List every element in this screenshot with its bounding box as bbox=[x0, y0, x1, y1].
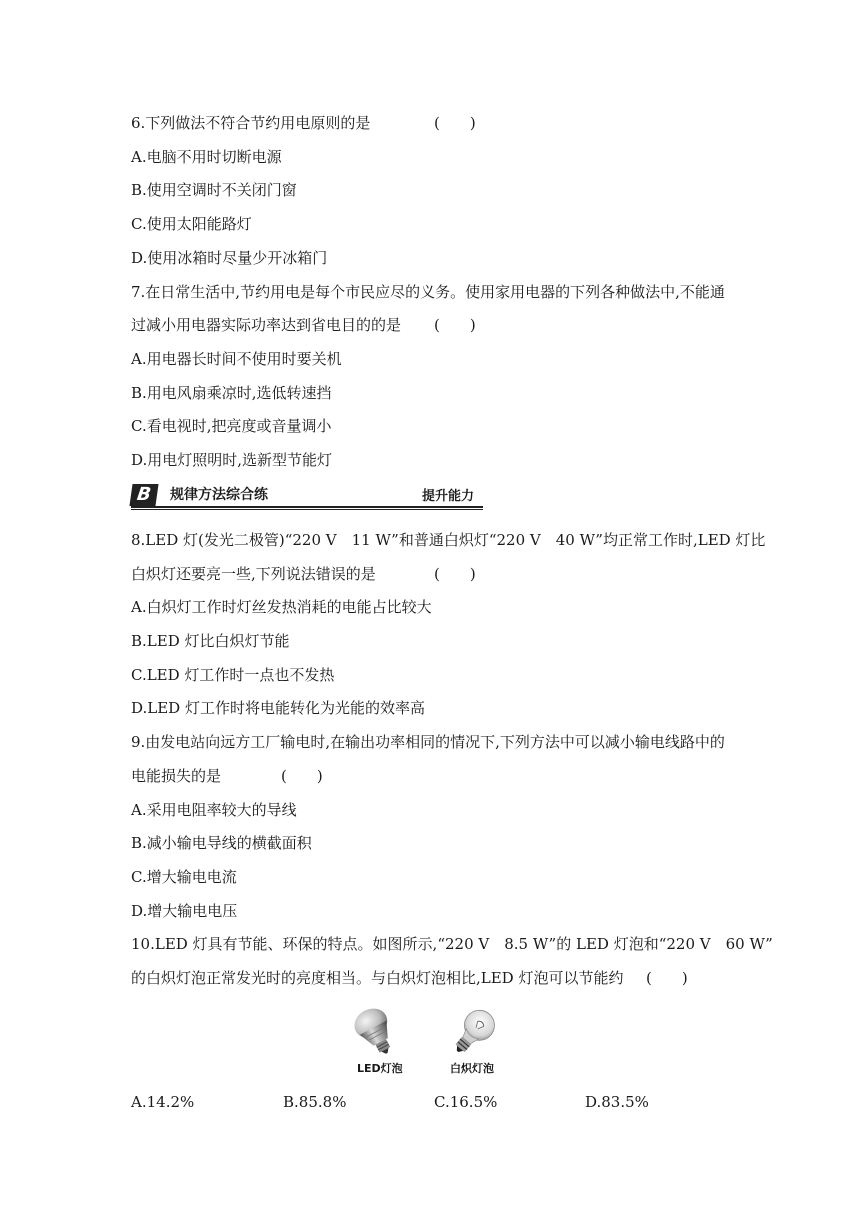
q8-stem-line2: 白炽灯还要亮一些,下列说法错误的是 bbox=[131, 565, 376, 583]
q8-option-c[interactable]: C.LED 灯工作时一点也不发热 bbox=[131, 666, 335, 684]
q9-answer-paren[interactable]: ( ) bbox=[281, 767, 323, 785]
q9-option-a[interactable]: A.采用电阻率较大的导线 bbox=[131, 801, 297, 819]
q9-stem-line1: 9.由发电站向远方工厂输电时,在输出功率相同的情况下,下列方法中可以减小输电线路中的 bbox=[131, 733, 725, 751]
q9-option-c[interactable]: C.增大输电电流 bbox=[131, 868, 237, 886]
q7-option-c[interactable]: C.看电视时,把亮度或音量调小 bbox=[131, 417, 332, 435]
q8-answer-paren[interactable]: ( ) bbox=[434, 565, 476, 583]
q7-stem-line1: 7.在日常生活中,节约用电是每个市民应尽的义务。使用家用电器的下列各种做法中,不能通 bbox=[131, 283, 725, 301]
q6-option-a[interactable]: A.电脑不用时切断电源 bbox=[131, 148, 282, 166]
section-banner bbox=[131, 484, 483, 510]
q6-stem: 6.下列做法不符合节约用电原则的是 bbox=[131, 114, 371, 132]
q10-stem-line1: 10.LED 灯具有节能、环保的特点。如图所示,“220 V 8.5 W”的 LED 灯泡和“220 V 60 W” bbox=[131, 935, 773, 953]
q7-stem-line2: 过减小用电器实际功率达到省电目的的是 bbox=[131, 316, 402, 334]
q6-option-d[interactable]: D.使用冰箱时尽量少开冰箱门 bbox=[131, 249, 328, 267]
q6-answer-paren[interactable]: ( ) bbox=[434, 114, 476, 132]
q7-answer-paren[interactable]: ( ) bbox=[434, 316, 476, 334]
q10-option-a[interactable]: A.14.2% bbox=[131, 1093, 195, 1111]
q10-option-d[interactable]: D.83.5% bbox=[585, 1093, 649, 1111]
section-title: 规律方法综合练 bbox=[170, 487, 268, 503]
led-bulb-image bbox=[346, 1005, 406, 1061]
led-bulb-label: LED灯泡 bbox=[357, 1062, 403, 1075]
incandescent-bulb-image bbox=[436, 1005, 510, 1061]
q8-option-d[interactable]: D.LED 灯工作时将电能转化为光能的效率高 bbox=[131, 699, 425, 717]
q8-option-b[interactable]: B.LED 灯比白炽灯节能 bbox=[131, 632, 290, 650]
section-badge: B bbox=[129, 484, 158, 506]
q6-option-b[interactable]: B.使用空调时不关闭门窗 bbox=[131, 181, 297, 199]
q9-stem-line2: 电能损失的是 bbox=[131, 767, 222, 785]
q7-option-a[interactable]: A.用电器长时间不使用时要关机 bbox=[131, 350, 342, 368]
section-rule-thin bbox=[131, 509, 483, 510]
q9-option-b[interactable]: B.减小输电导线的横截面积 bbox=[131, 834, 312, 852]
q6-option-c[interactable]: C.使用太阳能路灯 bbox=[131, 215, 252, 233]
q10-stem-line2: 的白炽灯泡正常发光时的亮度相当。与白炽灯泡相比,LED 灯泡可以节能约 bbox=[131, 969, 624, 987]
q8-option-a[interactable]: A.白炽灯工作时灯丝发热消耗的电能占比较大 bbox=[131, 598, 432, 616]
incandescent-bulb-label: 白炽灯泡 bbox=[450, 1062, 494, 1075]
q10-option-b[interactable]: B.85.8% bbox=[283, 1093, 347, 1111]
section-rule bbox=[131, 506, 483, 508]
q10-answer-paren[interactable]: ( ) bbox=[646, 969, 688, 987]
q10-option-c[interactable]: C.16.5% bbox=[434, 1093, 498, 1111]
q8-stem-line1: 8.LED 灯(发光二极管)“220 V 11 W”和普通白炽灯“220 V 40 W”均正常工作时,LED 灯比 bbox=[131, 531, 766, 549]
q7-option-b[interactable]: B.用电风扇乘凉时,选低转速挡 bbox=[131, 384, 332, 402]
section-subtitle: 提升能力 bbox=[422, 489, 475, 504]
q7-option-d[interactable]: D.用电灯照明时,选新型节能灯 bbox=[131, 451, 333, 469]
q9-option-d[interactable]: D.增大输电电压 bbox=[131, 902, 238, 920]
